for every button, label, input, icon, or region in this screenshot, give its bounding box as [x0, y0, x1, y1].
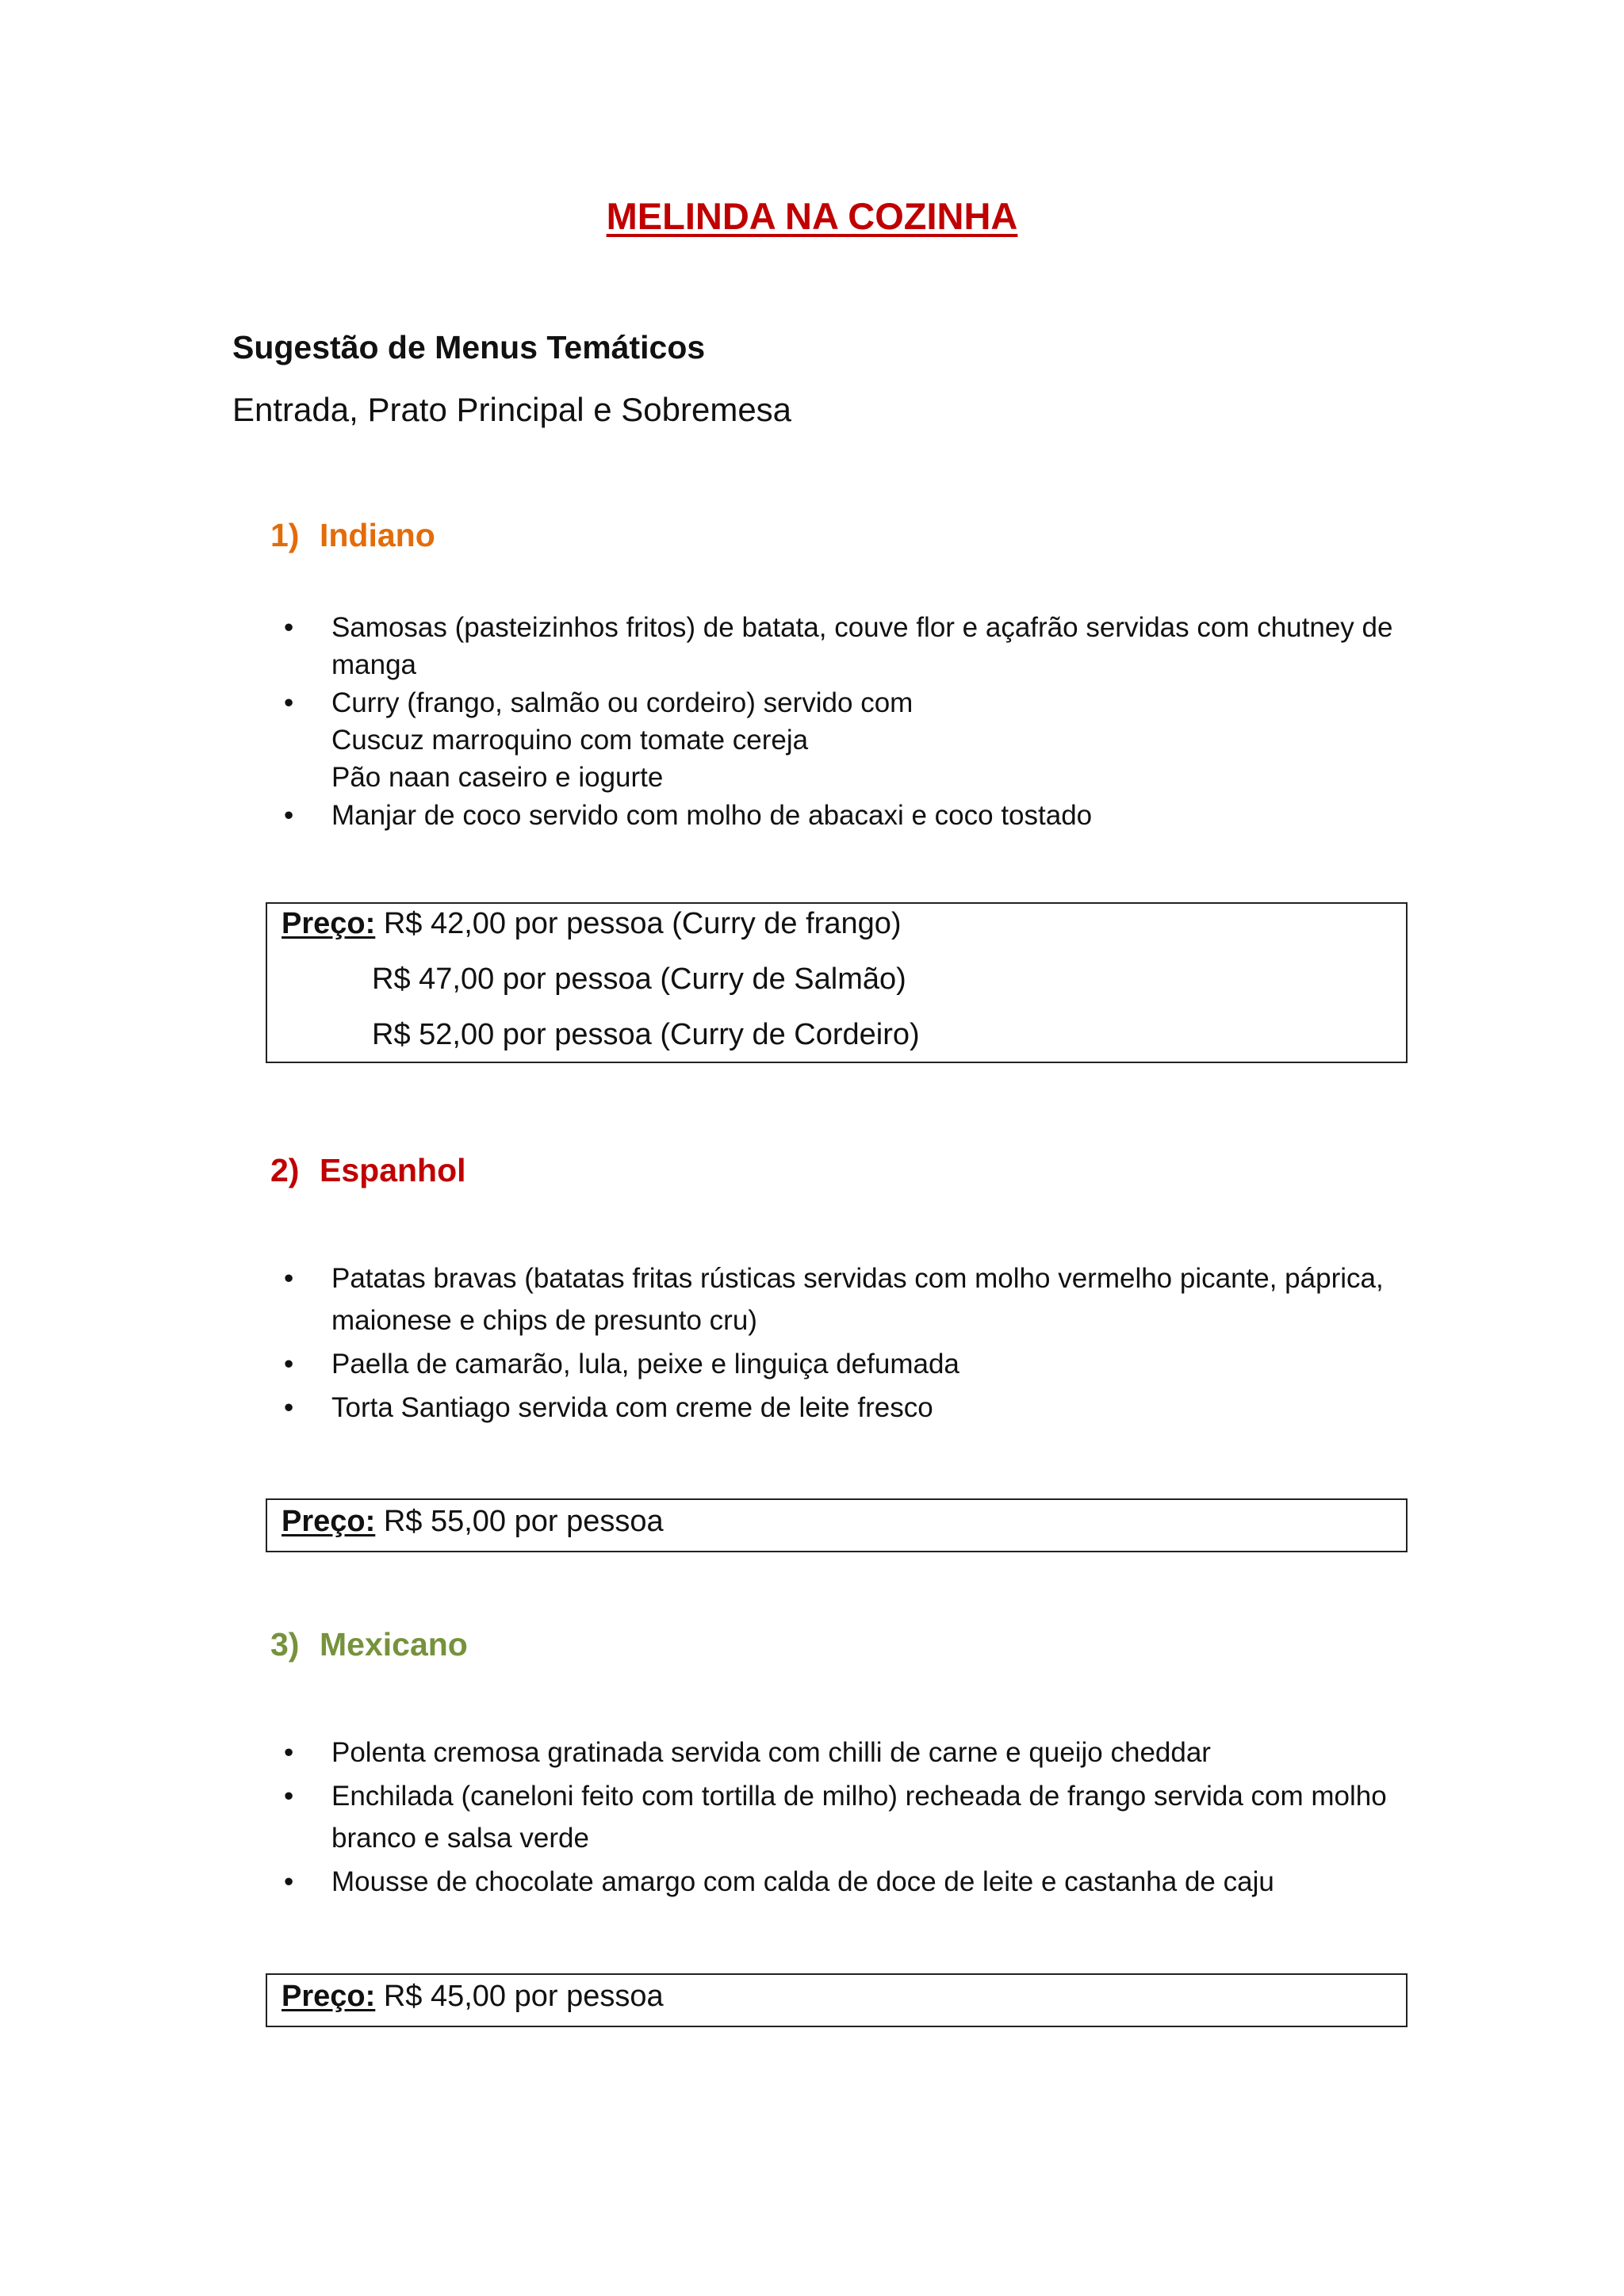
menu-heading-mexicano: 3) Mexicano [270, 1626, 468, 1663]
price-value: R$ 47,00 por pessoa (Curry de Salmão) [372, 962, 906, 996]
price-label: Preço: [282, 1980, 376, 2013]
price-value: R$ 42,00 por pessoa (Curry de frango) [383, 907, 902, 940]
list-item: • Paella de camarão, lula, peixe e linguiça defumada [284, 1343, 1410, 1385]
bullet-icon: • [284, 1866, 294, 1897]
price-box-espanhol [266, 1498, 1408, 1552]
price-box-mexicano [266, 1973, 1408, 2027]
list-item: • Curry (frango, salmão ou cordeiro) servido com Cuscuz marroquino com tomate cereja Pão naan caseiro e iogurte [284, 684, 1410, 796]
list-item: • Patatas bravas (batatas fritas rústicas servidas com molho vermelho picante, páprica, maionese e chips de presunto cru) [284, 1257, 1410, 1341]
subtitle: Sugestão de Menus Temáticos [232, 329, 706, 365]
bullet-icon: • [284, 612, 294, 643]
list-item: • Polenta cremosa gratinada servida com chilli de carne e queijo cheddar [284, 1732, 1410, 1774]
course-description: Entrada, Prato Principal e Sobremesa [232, 391, 792, 428]
bullet-icon: • [284, 800, 294, 831]
price-box-indiano [266, 902, 1408, 1063]
list-item: • Enchilada (caneloni feito com tortilla de milho) recheada de frango servida com molho branco e salsa verde [284, 1775, 1410, 1859]
bullet-icon: • [284, 1781, 294, 1812]
menu-heading-espanhol: 2) Espanhol [270, 1152, 466, 1188]
price-value: R$ 55,00 por pessoa [383, 1505, 664, 1538]
menu-heading-indiano: 1) Indiano [270, 517, 435, 553]
price-label: Preço: [282, 907, 376, 940]
bullet-icon: • [284, 1263, 294, 1294]
bullet-icon: • [284, 1737, 294, 1768]
menu-items-espanhol [284, 1257, 1410, 1430]
list-item: • Manjar de coco servido com molho de abacaxi e coco tostado [284, 797, 1410, 834]
menu-items-mexicano [284, 1732, 1410, 1904]
menu-items-indiano [284, 609, 1410, 835]
bullet-icon: • [284, 687, 294, 718]
list-item: • Samosas (pasteizinhos fritos) de batata, couve flor e açafrão servidas com chutney de manga [284, 609, 1410, 683]
price-value: R$ 52,00 por pessoa (Curry de Cordeiro) [372, 1018, 920, 1051]
list-item: • Mousse de chocolate amargo com calda de doce de leite e castanha de caju [284, 1861, 1410, 1903]
price-value: R$ 45,00 por pessoa [383, 1980, 664, 2013]
bullet-icon: • [284, 1392, 294, 1423]
list-item: • Torta Santiago servida com creme de leite fresco [284, 1387, 1410, 1429]
bullet-icon: • [284, 1349, 294, 1380]
document-title: MELINDA NA COZINHA [606, 195, 1018, 237]
price-label: Preço: [282, 1505, 376, 1538]
